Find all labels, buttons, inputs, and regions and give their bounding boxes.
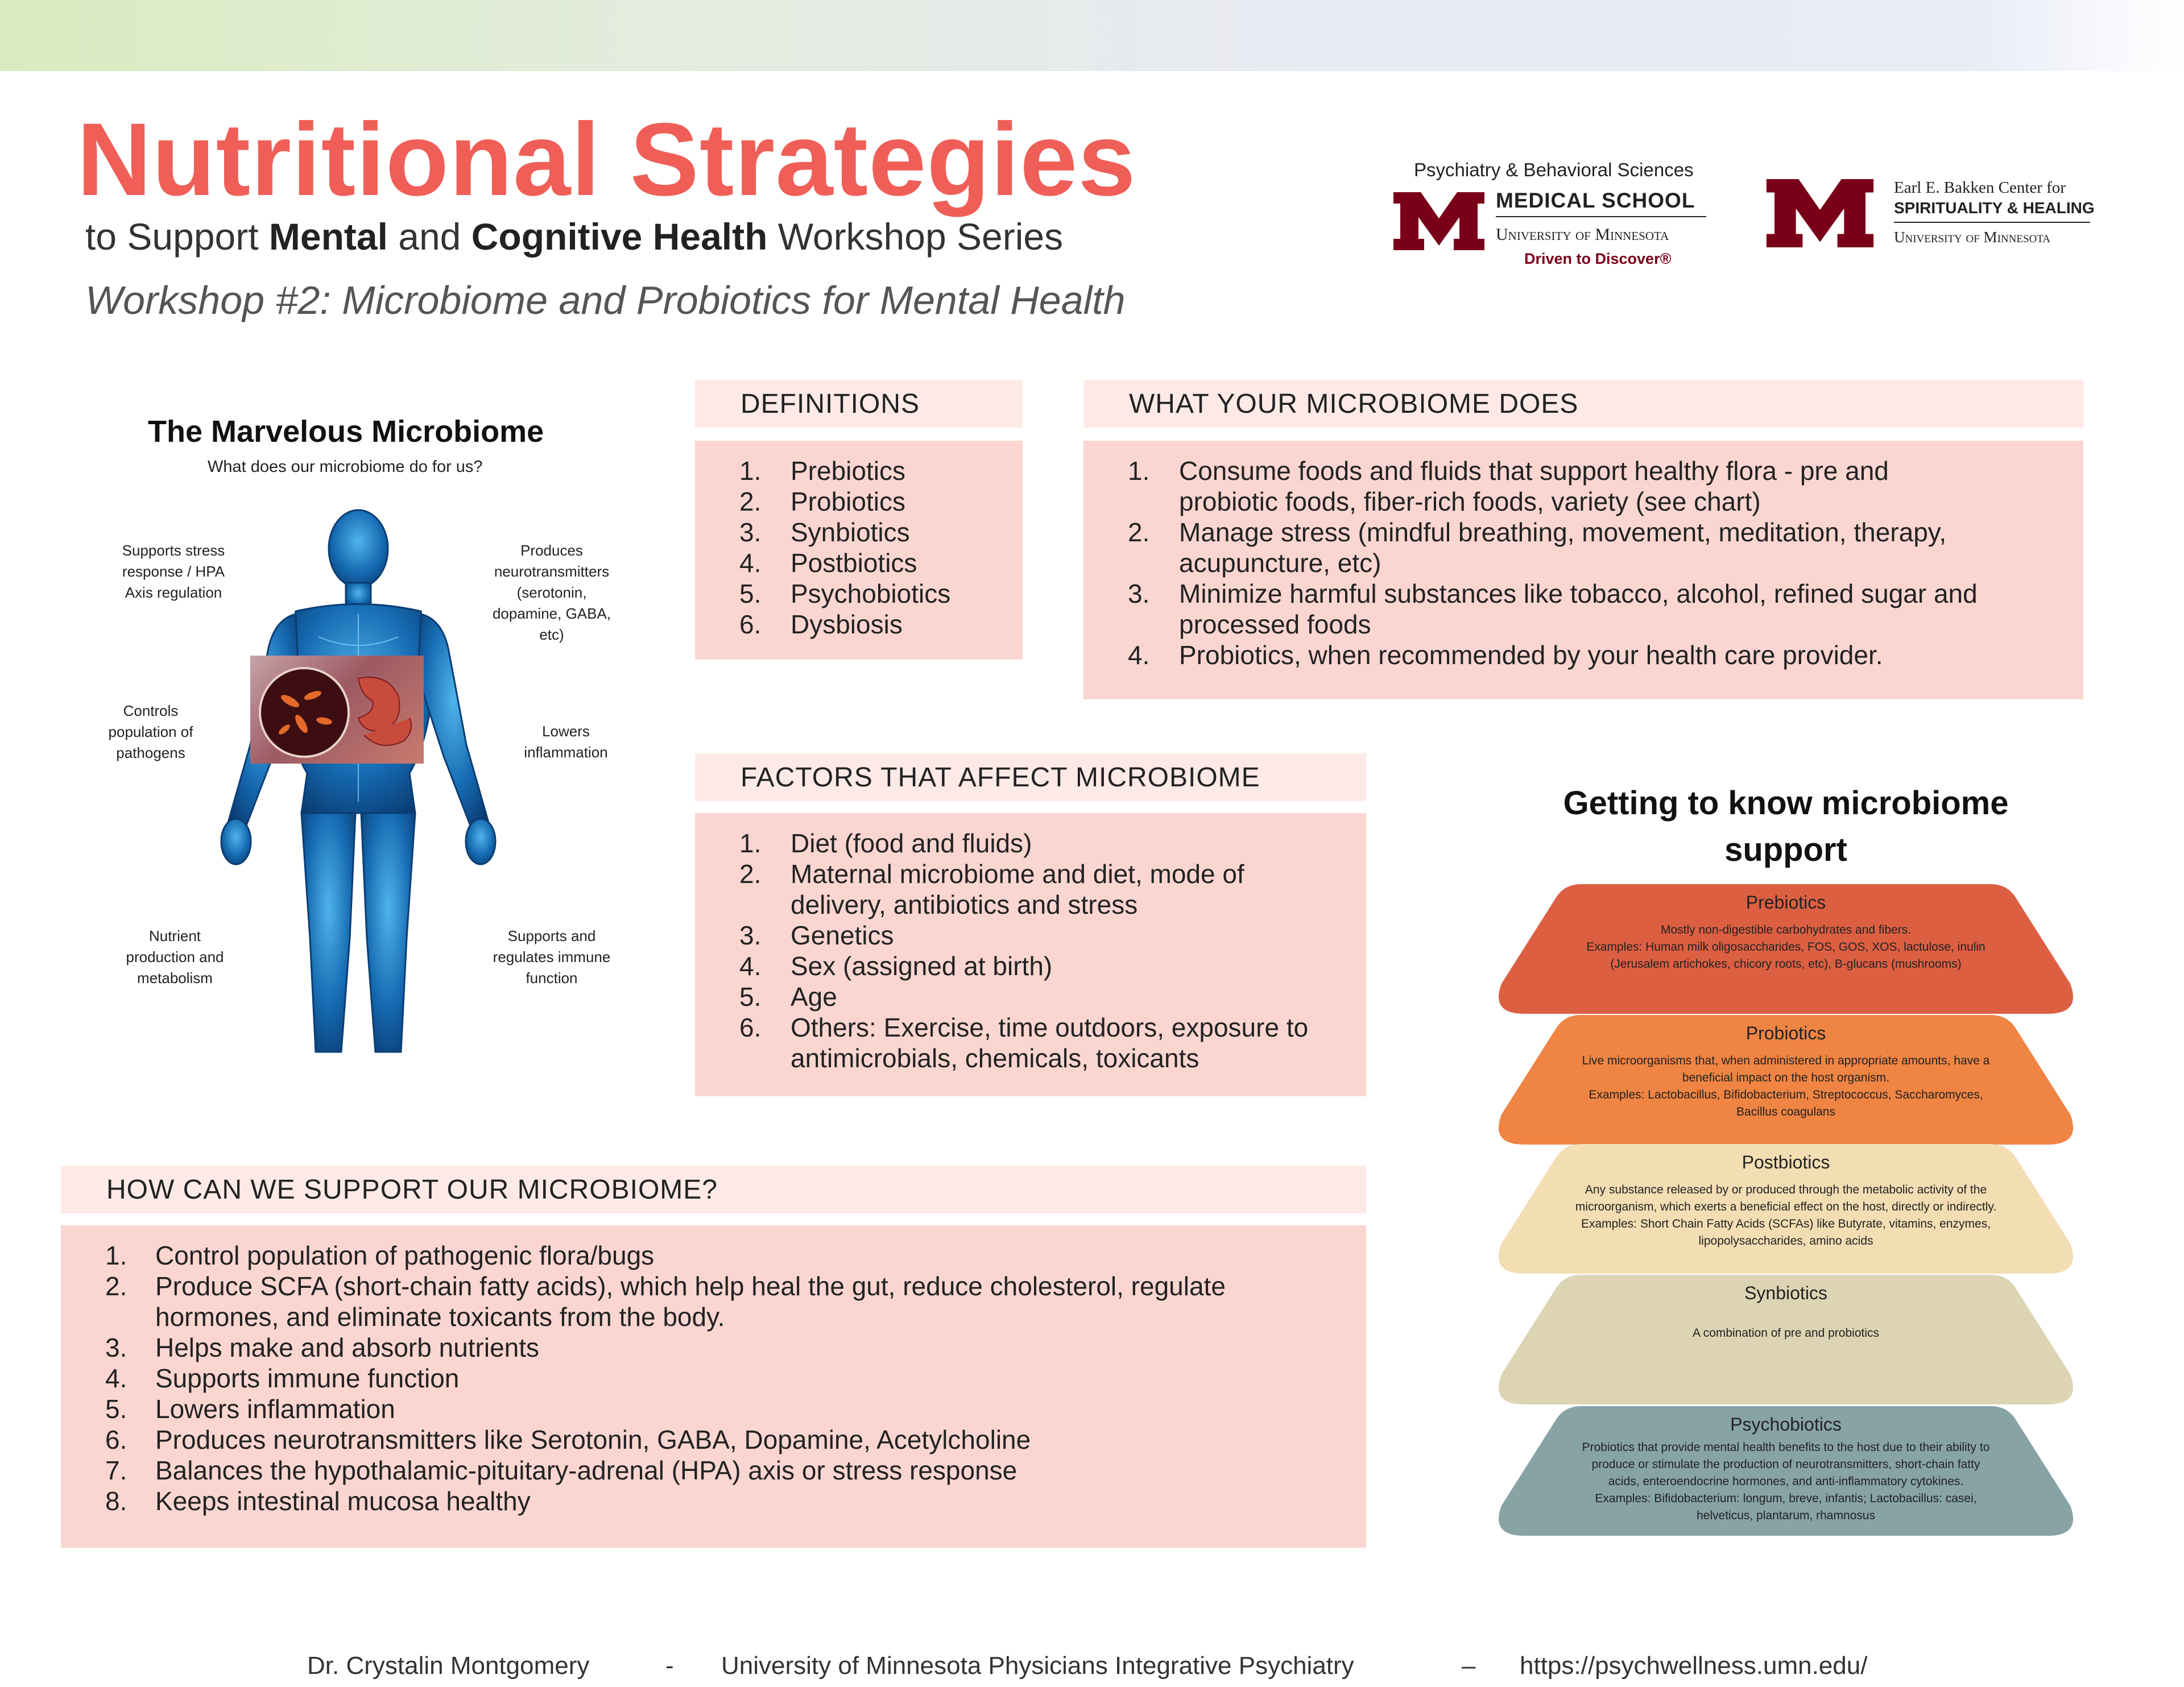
tier-description-line: (Jerusalem artichokes, chicory roots, etc), B-glucans (mushrooms) [1610, 958, 1962, 971]
logo-med-rule [1496, 216, 1706, 217]
list-item: 6. Produces neurotransmitters like Serotonin, GABA, Dopamine, Acetylcholine [105, 1425, 1031, 1454]
tier-description-line: Examples: Short Chain Fatty Acids (SCFAs) like Butyrate, vitamins, enzymes, [1581, 1217, 1991, 1230]
support-list [105, 1240, 1321, 1516]
logo-med-line2: MEDICAL SCHOOL [1496, 189, 1695, 212]
list-item: 5. Age [739, 982, 837, 1012]
logo-bakken-line1: Earl E. Bakken Center for [1894, 179, 2066, 197]
tier-description-line: microorganism, which exerts a beneficial effect on the host, directly or indirectly. [1575, 1200, 1997, 1213]
tier-name: Probiotics [1745, 1023, 1826, 1043]
tier-description-line: acids, enteroendocrine hormones, and anti-inflammatory cytokines. [1608, 1475, 1964, 1488]
tier-description [1541, 1182, 2030, 1250]
label-inflammation: Lowers inflammation [524, 723, 608, 761]
tier-name: Synbiotics [1744, 1283, 1827, 1303]
list-item: 4. Sex (assigned at birth) [739, 951, 1053, 981]
support-panel [61, 1225, 1366, 1548]
top-gradient-bar [0, 0, 2184, 71]
logo-med-line3: University of Minnesota [1496, 225, 1669, 244]
list-item: 1. Prebiotics [739, 456, 905, 486]
tier-description-line: Probiotics that provide mental health benefits to the host due to their ability to [1582, 1441, 1990, 1454]
list-item: 1. Control population of pathogenic flora/bugs [105, 1241, 655, 1270]
tier-name: Prebiotics [1745, 892, 1826, 913]
university-m-icon [1763, 179, 1877, 247]
workshop-title: Workshop #2: Microbiome and Probiotics for Mental Health [85, 278, 1126, 322]
logo-med-line1: Psychiatry & Behavioral Sciences [1414, 159, 1694, 180]
tier-description-line: Bacillus coagulans [1736, 1105, 1835, 1118]
list-item: 3. Synbiotics [739, 517, 910, 547]
definitions-list [739, 455, 1023, 640]
tier-description-line: lipopolysaccharides, amino acids [1698, 1234, 1873, 1247]
tier-prebiotics [1496, 884, 2076, 1014]
list-item: 4. Supports immune function [105, 1363, 460, 1393]
tier-postbiotics [1496, 1144, 2076, 1274]
university-m-icon [1393, 192, 1484, 250]
tier-description [1541, 1439, 2030, 1524]
subtitle-bold-mental: Mental [268, 215, 388, 258]
list-item: 5. Psychobiotics [739, 579, 951, 608]
list-item: 2. Probiotics [739, 487, 905, 516]
list-item: 3. Minimize harmful substances like tobacco, alcohol, refined sugar and processed foods [1128, 579, 1978, 639]
tier-description [1541, 922, 2030, 973]
tier-description-line: Mostly non-digestible carbohydrates and fibers. [1660, 923, 1912, 936]
list-item: 1. Diet (food and fluids) [739, 828, 1032, 858]
subtitle-bold-cognitive: Cognitive Health [471, 215, 768, 258]
tier-description-line: Live microorganisms that, when administered in appropriate amounts, have a [1582, 1054, 1990, 1067]
subtitle-part: to Support [85, 215, 269, 258]
tier-description-line: Examples: Human milk oligosaccharides, FOS, GOS, XOS, lactulose, inulin [1586, 940, 1986, 954]
tier-description-line: helveticus, plantarum, rhamnosus [1697, 1509, 1875, 1522]
list-item: 6. Dysbiosis [739, 610, 903, 639]
tier-name: Psychobiotics [1730, 1414, 1842, 1435]
tier-description-line: Any substance released by or produced through the metabolic activity of the [1585, 1183, 1987, 1196]
list-item: 1. Consume foods and fluids that support healthy flora - pre and probiotic foods, fiber-rich foods, variety (see chart) [1128, 456, 1889, 516]
logo-bakken-line2: SPIRITUALITY & HEALING [1894, 199, 2095, 217]
tier-description [1541, 1052, 2030, 1121]
tier-probiotics [1496, 1015, 2076, 1145]
list-item: 3. Helps make and absorb nutrients [105, 1333, 540, 1362]
list-item: 5. Lowers inflammation [105, 1394, 395, 1424]
list-item: 8. Keeps intestinal mucosa healthy [105, 1486, 531, 1516]
support-pyramid-title: Getting to know microbiome support [1563, 785, 2009, 868]
list-item: 4. Probiotics, when recommended by your health care provider. [1128, 640, 1883, 670]
list-item: 6. Others: Exercise, time outdoors, exposure to antimicrobials, chemicals, toxicants [739, 1013, 1309, 1073]
microbiome-does-list [1128, 455, 2049, 670]
definitions-panel [695, 441, 1023, 660]
label-immune: Supports and regulates immune function [493, 927, 611, 986]
subtitle-part: and [387, 215, 471, 258]
logo-bakken-rule [1894, 222, 2090, 223]
list-item: 7. Balances the hypothalamic-pituitary-adrenal (HPA) axis or stress response [105, 1456, 1017, 1485]
label-stress-hpa: Supports stress response / HPA Axis regulation [122, 542, 225, 601]
bacteria-icon [250, 656, 424, 764]
footer-url[interactable]: https://psychwellness.umn.edu/ [1520, 1652, 1868, 1680]
tier-description-line: Examples: Lactobacillus, Bifidobacterium, Streptococcus, Saccharomyces, [1589, 1088, 1983, 1101]
microbiome-does-heading: WHAT YOUR MICROBIOME DOES [1083, 380, 2083, 428]
medical-school-logo [1393, 154, 1712, 279]
footer-separator: - [665, 1652, 674, 1680]
bakken-center-logo [1763, 176, 2104, 262]
list-item: 3. Genetics [739, 921, 894, 950]
label-pathogens: Controls population of pathogens [108, 702, 193, 761]
support-heading: HOW CAN WE SUPPORT OUR MICROBIOME? [61, 1166, 1366, 1213]
definitions-heading: DEFINITIONS [695, 380, 1023, 428]
footer-organization: University of Minnesota Physicians Integrative Psychiatry [721, 1652, 1354, 1680]
tier-psychobiotics [1496, 1406, 2076, 1536]
tier-description-line: Examples: Bifidobacterium: longum, breve, infantis; Lactobacillus: casei, [1595, 1492, 1977, 1505]
tier-description-line: beneficial impact on the host organism. [1682, 1071, 1890, 1084]
list-item: 2. Maternal microbiome and diet, mode of delivery, antibiotics and stress [739, 859, 1244, 919]
list-item: 2. Manage stress (mindful breathing, movement, meditation, therapy, acupuncture, etc) [1128, 517, 1947, 578]
label-nutrient: Nutrient production and metabolism [126, 927, 224, 986]
logo-bakken-line3: University of Minnesota [1894, 229, 2051, 246]
tier-synbiotics [1496, 1275, 2076, 1404]
page-subtitle [85, 215, 1063, 258]
page-title: Nutritional Strategies [77, 101, 1136, 217]
subtitle-part: Workshop Series [767, 215, 1064, 258]
list-item: 2. Produce SCFA (short-chain fatty acids), which help heal the gut, reduce cholesterol, regulate hormones, and eliminate toxicants from the body. [105, 1271, 1226, 1332]
factors-list [739, 828, 1343, 1073]
list-item: 4. Postbiotics [739, 548, 917, 578]
factors-heading: FACTORS THAT AFFECT MICROBIOME [695, 753, 1366, 801]
tier-description-line: produce or stimulate the production of neurotransmitters, short-chain fatty [1591, 1458, 1980, 1471]
footer-author: Dr. Crystalin Montgomery [307, 1652, 590, 1680]
microbiome-does-panel [1083, 441, 2083, 699]
tier-name: Postbiotics [1742, 1152, 1830, 1172]
gut-microbes-image [250, 656, 424, 764]
microbiome-title: The Marvelous Microbiome [148, 415, 544, 449]
logo-med-line4: Driven to Discover® [1524, 250, 1672, 267]
tier-description [1541, 1325, 2030, 1342]
tier-description-line: A combination of pre and probiotics [1692, 1327, 1880, 1340]
label-neurotransmitters: Produces neurotransmitters (serotonin, dopamine, GABA, etc) [492, 542, 611, 643]
human-body-illustration [205, 506, 512, 1075]
factors-panel [695, 813, 1366, 1096]
footer-separator: – [1462, 1652, 1476, 1680]
microbiome-subtitle: What does our microbiome do for us? [208, 458, 483, 476]
